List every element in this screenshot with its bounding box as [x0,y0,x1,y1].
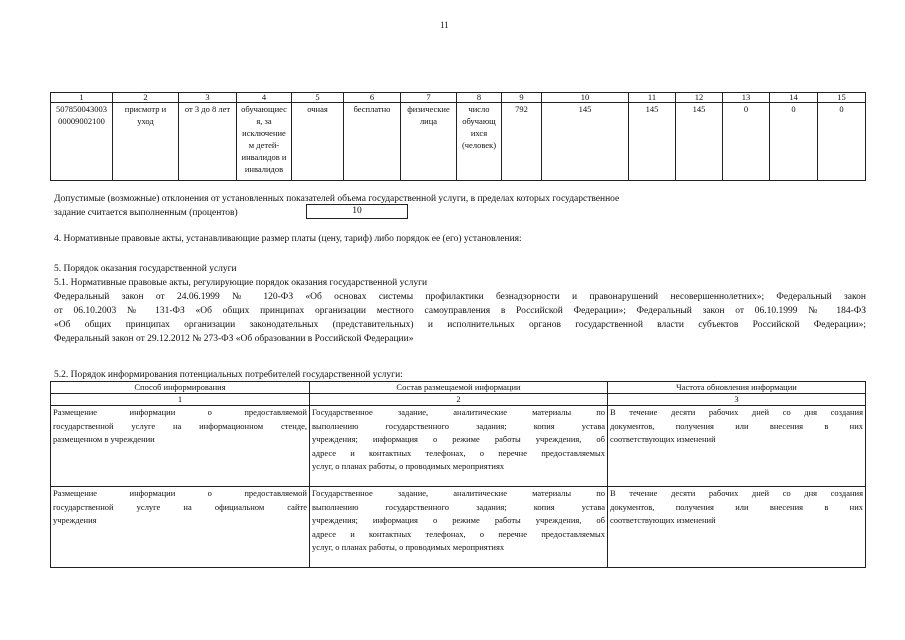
column-header: Частота обновления информации [608,382,866,394]
category-line: я, за [256,116,272,126]
recipients-cell [401,103,457,181]
content-line: учреждения; информация о режиме работы учреждения, об [312,434,605,444]
category-line: исключение [242,128,286,138]
indicator-line: (человек) [461,140,497,150]
deviation-value-box: 10 [306,204,408,219]
content-line: адресе и контактных телефонах, о перечне предоставляемых [312,447,605,458]
category-cell [237,103,292,181]
page-number: 11 [440,20,449,30]
frequency-line: В течение десяти рабочих дней со дня создания [610,407,863,417]
section-5-1-heading: 5.1. Нормативные правовые акты, регулирующие порядок оказания государственной услуги [54,278,428,288]
frequency-line: документов, получения или внесения в них [610,501,863,512]
column-number: 9 [502,93,542,103]
deviation-text-line1: Допустимые (возможные) отклонения от установленных показателей объема государственной услуги, в пределах которых государственное [54,194,620,204]
frequency-line: соответствующих изменений [610,515,716,525]
value-cell: 145 [629,103,676,181]
column-number: 3 [608,394,866,406]
indicator-line: число [468,104,490,114]
payment-cell: бесплатно [344,103,401,181]
recipients-line: физические [407,104,450,114]
column-number: 10 [542,93,629,103]
column-number: 4 [237,93,292,103]
method-line: размещенном в учреждении [53,434,155,444]
law-line: от 06.10.2003 № 131-ФЗ «Об общих принципах организации местного самоуправления в Российской Федерации»; Федеральный закон от 06.10.1999 № 184-ФЗ [54,306,866,316]
registry-code-cell [51,103,113,181]
method-line: государственной услуге на информационном стенде, [53,420,307,431]
indicator-line: ихся [470,128,488,138]
content-line: услуг, о планах работы, о проводимых мероприятиях [312,542,505,552]
registry-code-line: 00009002100 [58,116,105,126]
law-line: Федеральный закон от 24.06.1999 № 120-ФЗ «Об основах системы профилактики безнадзорности и правонарушений несовершеннолетних»; Федеральный закон [54,292,866,302]
category-line: инвалидов [244,164,284,174]
deviation-text-line2: задание считается выполненным (процентов) [54,208,238,218]
content-line: учреждения; информация о режиме работы учреждения, об [312,515,605,525]
table-row [51,487,866,568]
form-cell: очная [292,103,344,181]
column-number: 15 [818,93,866,103]
column-header: Состав размещаемой информации [310,382,608,394]
frequency-cell [608,406,866,487]
method-cell [51,487,310,568]
column-number: 11 [629,93,676,103]
service-name-line: уход [137,116,154,126]
content-line: адресе и контактных телефонах, о перечне предоставляемых [312,528,605,539]
column-number-row [51,394,866,406]
method-line: государственной услуге на официальном сайте [53,501,307,512]
method-cell [51,406,310,487]
age-text: от 3 до 8 лет [184,104,231,114]
recipients-line: лица [419,116,438,126]
table-row [51,406,866,487]
section-4-heading: 4. Нормативные правовые акты, устанавливающие размер платы (цену, тариф) либо порядок ее (его) установления: [54,234,522,244]
value-cell: 145 [542,103,629,181]
section-5-2-heading: 5.2. Порядок информирования потенциальных потребителей государственной услуги: [54,370,403,380]
value-cell: 0 [723,103,770,181]
column-header: Способ информирования [51,382,310,394]
frequency-line: соответствующих изменений [610,434,716,444]
value-cell: 145 [676,103,723,181]
service-name-line: присмотр и [124,104,167,114]
column-number-row [51,93,866,103]
frequency-line: В течение десяти рабочих дней со дня создания [610,488,863,498]
column-number: 12 [676,93,723,103]
column-number: 1 [51,93,113,103]
column-number: 8 [457,93,502,103]
age-cell [179,103,237,181]
column-number: 6 [344,93,401,103]
table-row [51,103,866,181]
law-line: «Об общих принципах организации законодательных (представительных) и исполнительных органов государственной власти субъектов Российской Федерации»; [54,320,866,330]
indicator-line: обучающ [462,116,496,126]
law-line: Федеральный закон от 29.12.2012 № 273-ФЗ «Об образовании в Российской Федерации» [54,334,414,344]
category-line: м детей- [248,140,280,150]
okei-cell: 792 [502,103,542,181]
column-number: 2 [310,394,608,406]
method-line: Размещение информации о предоставляемой [53,407,307,417]
method-line: учреждения [53,515,97,525]
frequency-line: документов, получения или внесения в них [610,420,863,431]
header-row [51,382,866,394]
content-cell [310,406,608,487]
content-line: Государственное задание, аналитические материалы по [312,488,605,498]
column-number: 13 [723,93,770,103]
informing-table [50,381,866,568]
frequency-cell [608,487,866,568]
registry-code-line: 507850043003 [56,104,107,114]
column-number: 14 [770,93,818,103]
content-line: выполнению государственного задания; копия устава [312,501,605,512]
category-line: обучающиес [241,104,287,114]
value-cell: 0 [818,103,866,181]
column-number: 7 [401,93,457,103]
content-line: Государственное задание, аналитические материалы по [312,407,605,417]
content-cell [310,487,608,568]
volume-indicators-table [50,92,866,181]
column-number: 3 [179,93,237,103]
value-cell: 0 [770,103,818,181]
method-line: Размещение информации о предоставляемой [53,488,307,498]
column-number: 2 [113,93,179,103]
service-name-cell [113,103,179,181]
indicator-cell [457,103,502,181]
category-line: инвалидов и [241,152,287,162]
column-number: 5 [292,93,344,103]
content-line: услуг, о планах работы, о проводимых мероприятиях [312,461,505,471]
column-number: 1 [51,394,310,406]
content-line: выполнению государственного задания; копия устава [312,420,605,431]
section-5-heading: 5. Порядок оказания государственной услуги [54,264,237,274]
